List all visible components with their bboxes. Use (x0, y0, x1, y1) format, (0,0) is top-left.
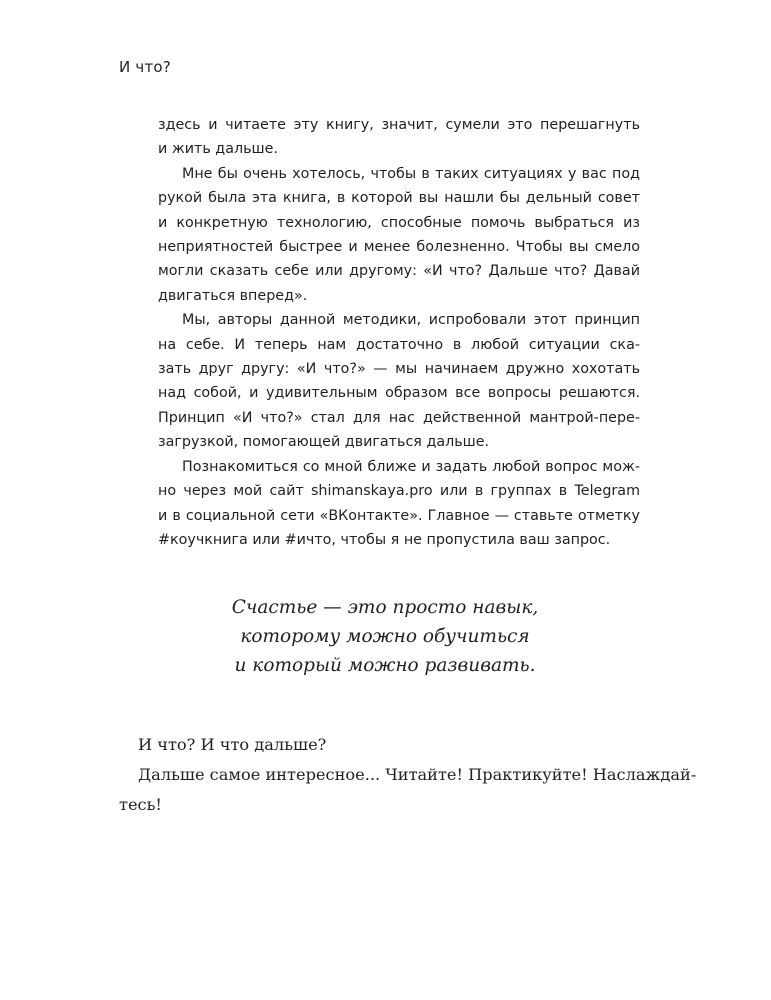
epigraph-quote (160, 593, 610, 680)
body-line: и конкретную технологию, способные помочь выбраться из (158, 214, 640, 231)
epigraph-line: Счастье — это просто навык, (231, 597, 539, 618)
body-line: неприятностей быстрее и менее болезненно. Чтобы вы смело (158, 239, 640, 256)
body-line: загрузкой, помогающей двигаться дальше. (158, 434, 490, 451)
body-text (158, 113, 640, 552)
body-line: Принцип «И что?» стал для нас действенной мантрой-пере- (158, 409, 640, 426)
closing-line: Дальше самое интересное... Читайте! Практикуйте! Наслаждай- (138, 765, 697, 784)
body-line: могли сказать себе или другому: «И что? Дальше что? Давай (158, 263, 640, 280)
body-line: здесь и читаете эту книгу, значит, сумели это перешагнуть (158, 117, 640, 133)
body-line: и в социальной сети «ВКонтакте». Главное — ставьте отметку (158, 507, 640, 524)
body-line: Мы, авторы данной методики, испробовали этот принцип (182, 312, 640, 329)
body-line: на себе. И теперь нам достаточно в любой ситуации ска- (158, 336, 640, 353)
body-line: и жить дальше. (158, 141, 278, 158)
epigraph-line: которому можно обучиться (240, 626, 530, 647)
body-line: двигаться вперед». (158, 287, 308, 304)
body-line: Познакомиться со мной ближе и задать любой вопрос мож- (182, 458, 640, 475)
running-head: И что? (119, 58, 171, 76)
body-line: зать друг другу: «И что?» — мы начинаем дружно хохотать (158, 361, 640, 378)
epigraph-line: и который можно развивать. (234, 655, 536, 676)
body-line: Мне бы очень хотелось, чтобы в таких ситуациях у вас под (182, 165, 640, 182)
closing-text (119, 730, 697, 820)
body-line: #коучкнига или #ичто, чтобы я не пропустила ваш запрос. (158, 531, 611, 548)
body-line: рукой была эта книга, в которой вы нашли бы дельный совет (158, 190, 640, 207)
closing-line: И что? И что дальше? (138, 735, 327, 754)
body-line: над собой, и удивительным образом все вопросы решаются. (158, 385, 640, 402)
body-line: но через мой сайт shimanskaya.pro или в группах в Telegram (158, 483, 640, 500)
closing-line: тесь! (119, 795, 162, 814)
